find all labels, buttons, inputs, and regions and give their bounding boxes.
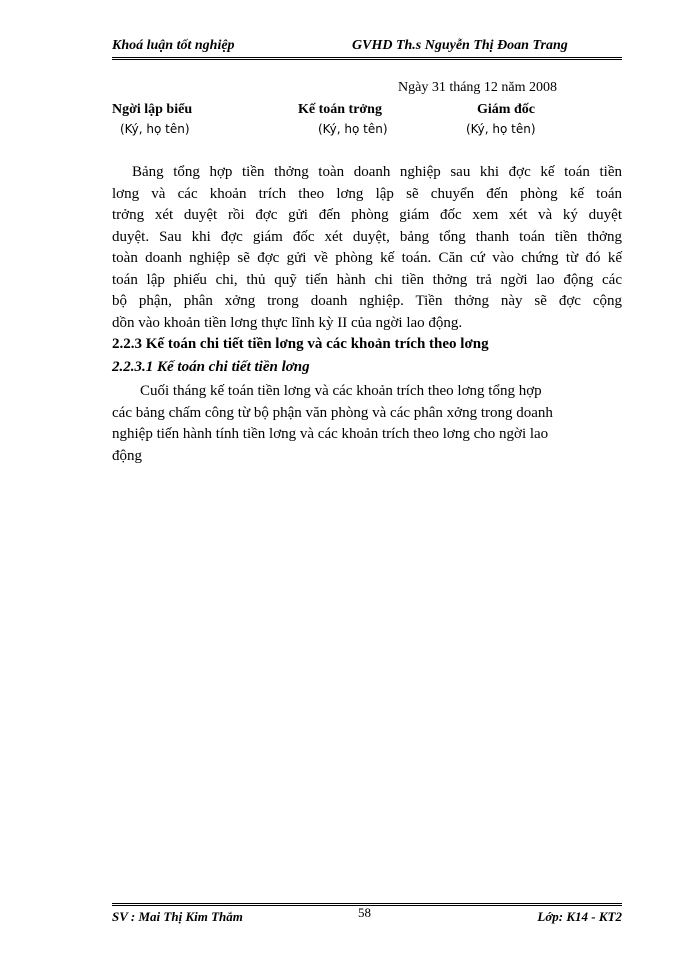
subsection-heading: 2.2.3.1 Kế toán chi tiết tiền lơng [112,359,310,375]
paragraph-line: dồn vào khoản tiền lơng thực lĩnh kỳ II của ngời lao động. [112,314,463,331]
paragraph-line: nghiệp tiến hành tính tiền lơng và các khoản trích theo lơng cho ngời lao [112,426,549,442]
page-number: 58 [358,905,371,920]
signature-note-chief-accountant: (Ký, họ tên) [318,122,388,136]
signature-note-director: (Ký, họ tên) [466,122,536,136]
paragraph-line: duyệt. Sau khi đợc giám đốc xét duyệt, bảng tổng thanh toán tiền thởng [112,228,622,245]
signature-title-director: Giám đốc [477,102,535,117]
paragraph-line: động [112,447,142,464]
paragraph-bonus-summary [112,162,622,334]
signature-note-preparer: (Ký, họ tên) [120,122,190,136]
paragraph-line: Bảng tổng hợp tiền thởng toàn doanh nghiệp sau khi đợc kế toán tiền [132,164,622,180]
paragraph-line: toán lập phiếu chi, thủ quỹ tiến hành chi tiền thởng trả ngời lao động các [112,271,622,288]
paragraph-line: Cuối tháng kế toán tiền lơng và các khoản trích theo lơng tổng hợp [140,383,542,399]
header-supervisor: GVHD Th.s Nguyễn Thị Đoan Trang [352,38,568,53]
signature-title-chief-accountant: Kế toán trởng [298,102,382,117]
paragraph-line: các bảng chấm công từ bộ phận văn phòng và các phân xởng trong doanh [112,404,553,421]
paragraph-line: lơng và các khoản trích theo lơng lập sẽ chuyển đến phòng kế toán [112,185,622,202]
date-line: Ngày 31 tháng 12 năm 2008 [398,80,558,95]
header-rule [112,57,622,58]
header-rule-second [112,59,622,60]
paragraph-line: bộ phận, phân xởng trong doanh nghiệp. Tiền thởng này sẽ đợc cộng [112,293,622,309]
page-footer [112,907,622,927]
paragraph-month-end [112,381,622,467]
footer-student: SV : Mai Thị Kim Thắm [112,909,243,924]
footer-class: Lớp: K14 - KT2 [537,909,622,924]
page-header [112,38,622,58]
paragraph-line: trởng xét duyệt rồi đợc gửi đến phòng giám đốc xem xét và ký duyệt [112,207,622,223]
header-thesis-title: Khoá luận tốt nghiệp [112,38,235,53]
signature-title-preparer: Ngời lập biểu [112,102,193,117]
section-heading: 2.2.3 Kế toán chi tiết tiền lơng và các khoản trích theo lơng [112,336,489,352]
footer-rule [112,903,622,904]
paragraph-line: toàn doanh nghiệp sẽ đợc gửi về phòng kế toán. Căn cứ vào chứng từ đó kế [112,250,622,266]
